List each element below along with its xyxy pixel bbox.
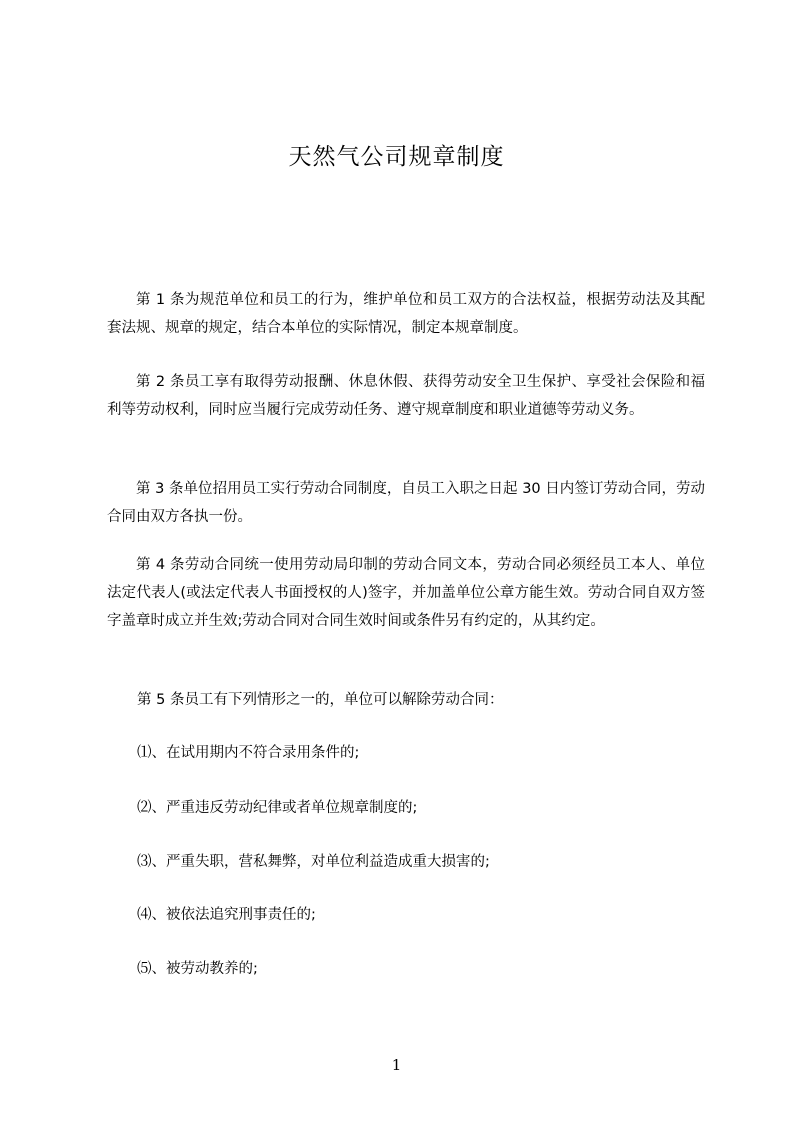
list-item: ⑶、严重失职，营私舞弊，对单位利益造成重大损害的; [137,854,490,870]
article-2: 第 2 条员工享有取得劳动报酬、休息休假、获得劳动安全卫生保护、享受社会保险和福利等劳动权利，同时应当履行完成劳动任务、遵守规章制度和职业道德等劳动义务。 [107,374,705,418]
list-item: ⑴、在试用期内不符合录用条件的; [137,745,360,761]
page-number: 1 [391,1056,402,1074]
list-item: ⑷、被依法追究刑事责任的; [137,907,316,923]
article-4: 第 4 条劳动合同统一使用劳动局印制的劳动合同文本，劳动合同必须经员工本人、单位法定代表人(或法定代表人书面授权的人)签字，并加盖单位公章方能生效。劳动合同自双方签字盖章时成立并生效;劳动合同对合同生效时间或条件另有约定的，从其约定。 [107,557,705,629]
list-item: ⑸、被劳动教养的; [137,961,258,977]
list-item: ⑵、严重违反劳动纪律或者单位规章制度的; [137,800,418,816]
article-5: 第 5 条员工有下列情形之一的，单位可以解除劳动合同： [137,692,504,708]
article-1: 第 1 条为规范单位和员工的行为，维护单位和员工双方的合法权益，根据劳动法及其配套法规、规章的规定，结合本单位的实际情况，制定本规章制度。 [107,292,705,336]
article-3: 第 3 条单位招用员工实行劳动合同制度，自员工入职之日起 30 日内签订劳动合同，劳动合同由双方各执一份。 [107,481,705,525]
document-title: 天然气公司规章制度 [288,144,505,170]
